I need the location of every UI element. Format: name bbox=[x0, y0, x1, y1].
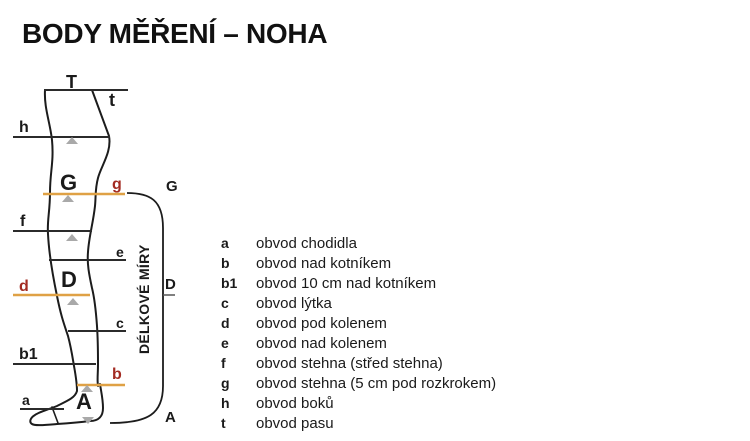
mark-A-big: A bbox=[76, 389, 92, 414]
legend-row bbox=[221, 413, 496, 433]
length-measures-label: DÉLKOVÉ MÍRY bbox=[136, 244, 152, 354]
legend-row bbox=[221, 373, 496, 393]
marker-triangle-f bbox=[66, 234, 78, 241]
legend-key: t bbox=[221, 415, 226, 431]
legend-key: b bbox=[221, 255, 230, 271]
legend-text: obvod pod kolenem bbox=[256, 314, 387, 332]
mark-D-big: D bbox=[61, 267, 77, 292]
mark-a: a bbox=[22, 392, 30, 408]
mark-h: h bbox=[19, 119, 29, 136]
legend-row bbox=[221, 393, 496, 413]
mark-c: c bbox=[116, 315, 124, 331]
marker-triangle-d bbox=[67, 298, 79, 305]
legend-text: obvod nad kotníkem bbox=[256, 254, 392, 272]
legend-row bbox=[221, 313, 496, 333]
mark-b: b bbox=[112, 366, 122, 383]
mark-d: d bbox=[19, 278, 29, 295]
legend-key: e bbox=[221, 335, 229, 351]
legend-key: b1 bbox=[221, 275, 238, 291]
legend-row bbox=[221, 353, 496, 373]
legend-row bbox=[221, 253, 496, 273]
leg-outline-right bbox=[88, 90, 110, 386]
legend-text: obvod lýtka bbox=[256, 294, 332, 312]
legend-row bbox=[221, 333, 496, 353]
legend-key: f bbox=[221, 355, 226, 371]
legend-text: obvod stehna (5 cm pod rozkrokem) bbox=[256, 374, 497, 392]
mark-D-side: D bbox=[165, 276, 176, 293]
legend bbox=[221, 233, 496, 433]
marker-triangle-h bbox=[66, 137, 78, 144]
legend-text: obvod nad kolenem bbox=[256, 334, 387, 352]
mark-b1: b1 bbox=[19, 346, 38, 363]
leg-figure-svg bbox=[0, 0, 200, 441]
legend-key: a bbox=[221, 235, 229, 251]
marker-triangle-G bbox=[62, 195, 74, 202]
legend-text: obvod 10 cm nad kotníkem bbox=[256, 274, 437, 292]
mark-e: e bbox=[116, 244, 124, 260]
legend-key: g bbox=[221, 375, 230, 391]
mark-T: T bbox=[66, 72, 77, 92]
mark-f: f bbox=[20, 213, 26, 230]
legend-text: obvod boků bbox=[256, 394, 334, 412]
legend-row bbox=[221, 293, 496, 313]
leg-outline-left-and-foot bbox=[30, 90, 103, 425]
legend-key: c bbox=[221, 295, 229, 311]
mark-t: t bbox=[109, 90, 115, 110]
legend-row bbox=[221, 233, 496, 253]
mark-G-side: G bbox=[166, 178, 178, 195]
leg-measurement-diagram bbox=[0, 0, 200, 441]
legend-key: d bbox=[221, 315, 230, 331]
mark-A-side: A bbox=[165, 409, 176, 426]
page-title: BODY MĚŘENÍ – NOHA bbox=[22, 18, 328, 49]
mark-g: g bbox=[112, 176, 122, 193]
legend-key: h bbox=[221, 395, 230, 411]
legend-text: obvod stehna (střed stehna) bbox=[256, 354, 443, 372]
mark-G-big: G bbox=[60, 170, 78, 195]
legend-row bbox=[221, 273, 496, 293]
legend-text: obvod pasu bbox=[256, 414, 334, 432]
legend-text: obvod chodidla bbox=[256, 234, 357, 252]
